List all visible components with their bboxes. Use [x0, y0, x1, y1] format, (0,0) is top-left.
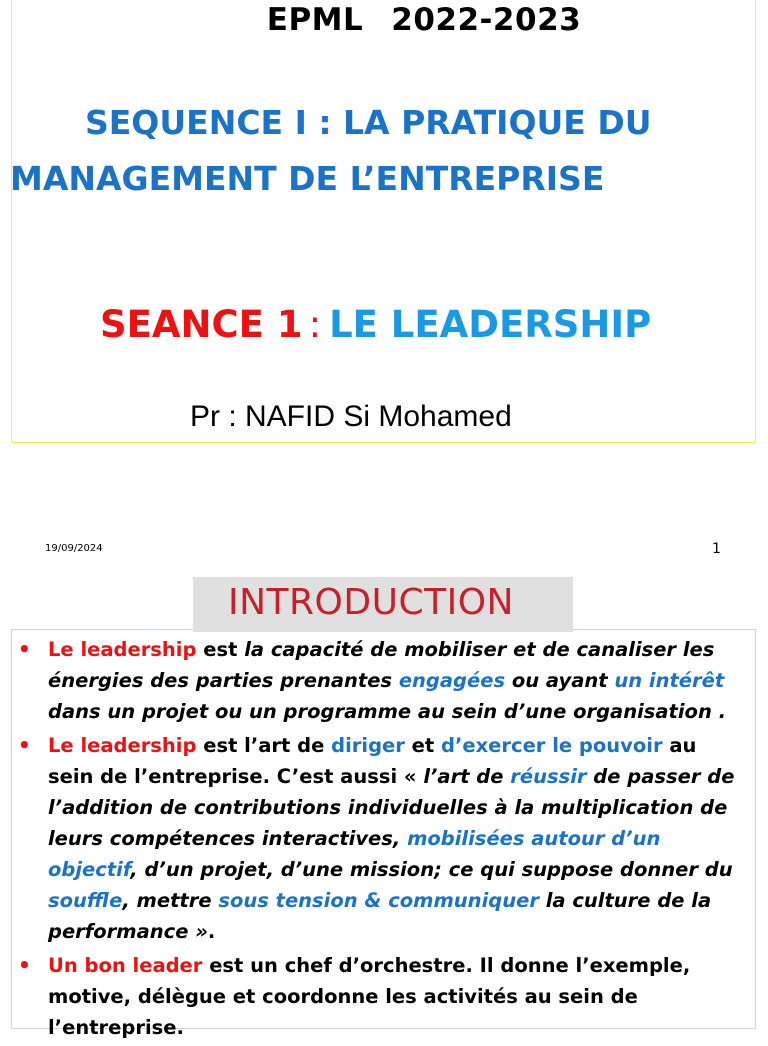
bullet-marker: •: [18, 953, 31, 977]
seance-topic: LE LEADERSHIP: [329, 303, 652, 346]
quote-text: la culture de la performance »: [48, 889, 712, 943]
highlight-term: mobilisées autour d’un objectif: [48, 827, 661, 881]
seance-label: SEANCE 1: [100, 303, 303, 346]
quote-text: l’art de: [423, 765, 511, 788]
text: au sein de l’entreprise. C’est aussi «: [48, 734, 697, 788]
title-slide: [11, 0, 756, 443]
highlight-term: souffle: [48, 889, 123, 912]
school-year: 2022-2023: [391, 2, 582, 38]
quote-text: , mettre: [122, 889, 219, 912]
bullet-list: [0, 634, 760, 1046]
bullet-item: [0, 730, 760, 947]
highlight-term: d’exercer le pouvoir: [441, 734, 663, 757]
definition-text: la capacité de mobiliser et de canaliser les énergies des parties prenantes: [48, 638, 715, 692]
text: est: [196, 638, 245, 661]
text: et: [404, 734, 442, 757]
definition-text: ou ayant: [505, 669, 615, 692]
intro-title: INTRODUCTION: [228, 582, 514, 623]
highlight-term: réussir: [510, 765, 587, 788]
bullet-item: [0, 634, 760, 727]
school-name: EPML: [266, 2, 364, 38]
definition-text: dans un projet ou un programme au sein d’une organisation .: [48, 700, 727, 723]
bullet-marker: •: [18, 733, 31, 757]
text: est un chef d’orchestre. Il donne l’exemple, motive, délègue et coordonne les activités au sein de l’entreprise.: [48, 954, 691, 1039]
seance-separator: :: [308, 303, 322, 346]
highlight-term: engagées: [398, 669, 506, 692]
highlight-term: sous tension & communiquer: [218, 889, 539, 912]
quote-text: , d’un projet, d’une mission; ce qui suppose donner du: [130, 858, 733, 881]
bullet-item: [0, 950, 760, 1043]
course-header: [0, 2, 768, 38]
highlight-term: diriger: [331, 734, 405, 757]
highlight-term: un intérêt: [614, 669, 725, 692]
bullet-marker: •: [18, 637, 31, 661]
author: Pr : NAFID Si Mohamed: [190, 400, 512, 433]
highlight-term: Un bon leader: [48, 954, 203, 977]
highlight-term: Le leadership: [48, 638, 197, 661]
slide-date: 19/09/2024: [45, 543, 103, 554]
seance-title: [100, 303, 651, 346]
sequence-title: SEQUENCE I : LA PRATIQUE DU MANAGEMENT DE L’ENTREPRISE: [10, 103, 652, 198]
text: est l’art de: [196, 734, 332, 757]
slide-number: 1: [712, 541, 721, 557]
quote-text: de passer de l’addition de contributions individuelles à la multiplication de leurs compétences interactives,: [48, 765, 735, 850]
text: .: [207, 920, 216, 943]
highlight-term: Le leadership: [48, 734, 197, 757]
